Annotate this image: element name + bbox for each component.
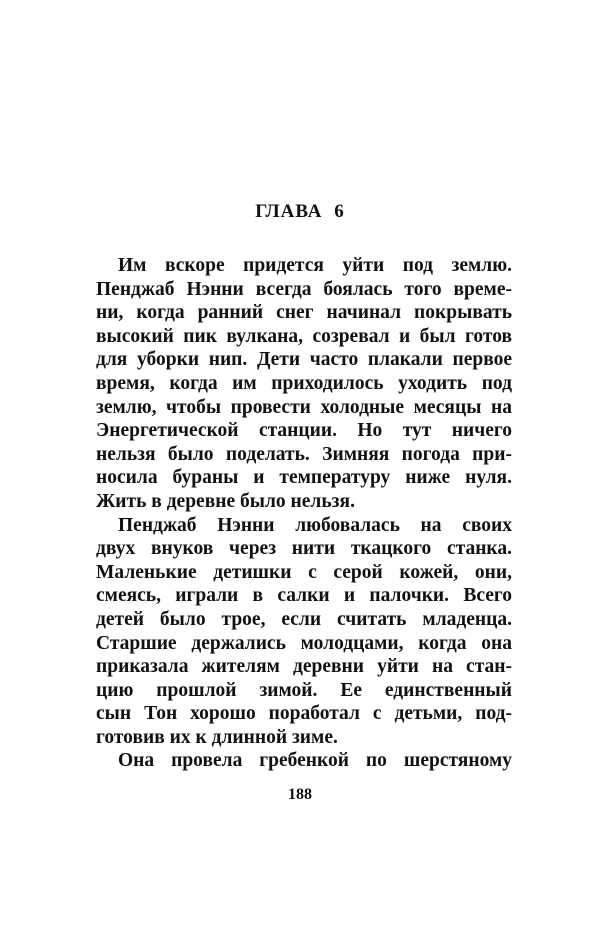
paragraph [96,749,512,773]
text-line: Пенджаб Нэнни всегда боялась того време- [96,278,512,300]
text-line: для уборки нип. Дети часто плакали первое [96,349,512,371]
text-line: Им вскоре придется уйти под землю. [118,255,512,276]
text-line: нельзя было поделать. Зимняя погода при- [96,443,512,465]
text-line: высокий пик вулкана, созревал и был готов [96,325,512,347]
text-line: цию прошлой зимой. Ее единственный [96,679,512,701]
text-line: Маленькие детишки с серой кожей, они, [96,561,512,583]
page-body-text [96,254,512,773]
text-line: Пенджаб Нэнни любовалась на своих [118,514,512,536]
text-line: двух внуков через нити ткацкого станка. [96,538,512,560]
paragraph [96,254,512,514]
text-line: смеясь, играли в салки и палочки. Всего [96,585,512,607]
text-line: детей было трое, если считать младенца. [96,608,512,630]
text-line: сын Тон хорошо поработал с детьми, под- [96,703,512,725]
paragraph [96,514,512,750]
text-line: приказала жителям деревни уйти на стан- [96,656,512,678]
text-line: Жить в деревне было нельзя. [96,490,355,512]
text-line: Старшие держались молодцами, когда она [96,632,512,654]
page-number: 188 [288,786,312,803]
text-line: готовив их к длинной зиме. [96,726,338,748]
text-line: Энергетической станции. Но тут ничего [96,420,512,442]
text-line: время, когда им приходилось уходить под [96,372,512,394]
text-line: землю, чтобы провести холодные месяцы на [96,396,512,418]
chapter-title: ГЛАВА 6 [255,201,345,222]
text-line: Она провела гребенкой по шерстяному [118,750,512,772]
text-line: носила бураны и температуру ниже нуля. [96,467,512,489]
text-line: ни, когда ранний снег начинал покрывать [96,302,512,324]
